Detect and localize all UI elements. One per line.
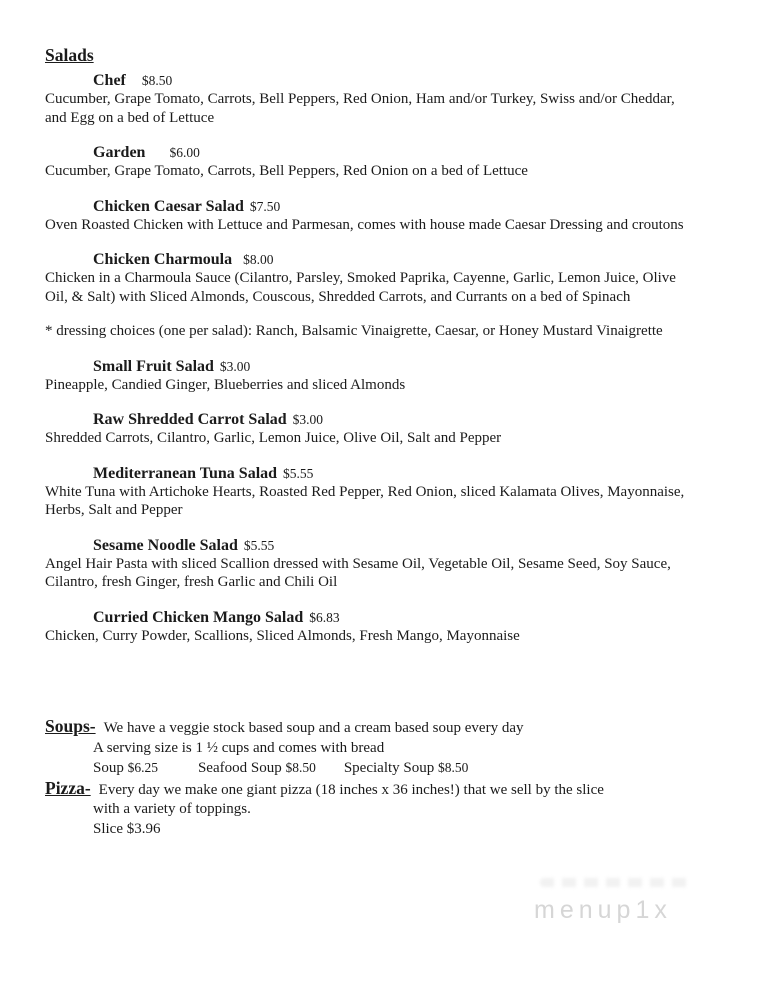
soups-intro-line [45, 717, 723, 739]
dressing-note: * dressing choices (one per salad): Ranch, Balsamic Vinaigrette, Caesar, or Honey Mustard Vinaigrette [45, 323, 663, 339]
item-price: $7.50 [249, 198, 281, 214]
item-name: Chef [93, 72, 126, 89]
item-name: Garden [93, 144, 146, 161]
item-name-line [45, 71, 723, 90]
menu-item-garden [45, 143, 723, 181]
specialty-soup-price [344, 760, 469, 776]
item-desc-line: Cilantro, fresh Ginger, fresh Garlic and Chili Oil [45, 574, 338, 590]
salads-heading: Salads [45, 45, 94, 65]
item-name-line [45, 250, 723, 269]
item-price: $6.83 [309, 609, 340, 625]
item-desc-line: White Tuna with Artichoke Hearts, Roasted Red Pepper, Red Onion, sliced Kalamata Olives, Mayonnaise, [45, 483, 685, 500]
soups-intro: We have a veggie stock based soup and a cream based soup every day [103, 720, 524, 736]
salads-heading-row [45, 46, 723, 71]
pizza-slice-price-line: Slice $3.96 [93, 820, 161, 837]
specialty-soup-label: Specialty Soup [343, 760, 435, 776]
item-desc-line: and Egg on a bed of Lettuce [45, 109, 215, 126]
menu-item-chef [45, 71, 723, 127]
menu-item-chicken-caesar-salad [45, 197, 723, 235]
item-name: Raw Shredded Carrot Salad [93, 411, 287, 428]
item-desc-line: Herbs, Salt and Pepper [45, 502, 183, 518]
pizza-toppings-line: with a variety of toppings. [93, 801, 251, 817]
menu-item-raw-shredded-carrot-salad [45, 410, 723, 448]
menu-item-mediterranean-tuna-salad [45, 464, 723, 520]
item-desc-line: Shredded Carrots, Cilantro, Garlic, Lemon Juice, Olive Oil, Salt and Pepper [45, 430, 502, 446]
item-name-line [45, 536, 723, 555]
item-price: $3.00 [219, 358, 251, 374]
specialty-soup-price-value: $8.50 [438, 760, 469, 775]
item-name-line [45, 608, 723, 627]
menu-item-sesame-noodle-salad [45, 536, 723, 592]
item-desc-line: Oil, & Salt) with Sliced Almonds, Couscous, Shredded Carrots, and Currants on a bed of Spinach [45, 288, 631, 305]
seafood-soup-label: Seafood Soup [197, 760, 282, 776]
item-desc-line: Chicken in a Charmoula Sauce (Cilantro, Parsley, Smoked Paprika, Cayenne, Garlic, Lemon Juice, Olive [45, 270, 676, 286]
item-name: Small Fruit Salad [93, 357, 214, 375]
item-desc-line: Chicken, Curry Powder, Scallions, Sliced Almonds, Fresh Mango, Mayonnaise [45, 627, 520, 644]
item-price: $5.55 [283, 465, 314, 481]
menu-item-small-fruit-salad [45, 357, 723, 395]
menupix-watermark-logo: menup1x [534, 896, 672, 924]
item-price: $8.50 [141, 73, 173, 88]
item-desc-line: Pineapple, Candied Ginger, Blueberries and sliced Almonds [45, 376, 406, 393]
item-desc-line: Oven Roasted Chicken with Lettuce and Parmesan, comes with house made Caesar Dressing and croutons [45, 216, 684, 233]
soup-price [93, 760, 158, 776]
item-price: $5.55 [243, 537, 275, 553]
soup-price-value: $6.25 [127, 760, 158, 775]
item-name-line [45, 143, 723, 162]
seafood-soup-price-value: $8.50 [285, 760, 316, 775]
soups-price-row [45, 758, 723, 779]
item-name-line [45, 410, 723, 429]
item-name-line [45, 464, 723, 483]
item-desc-line: Cucumber, Grape Tomato, Carrots, Bell Peppers, Red Onion on a bed of Lettuce [45, 163, 528, 179]
pizza-intro: Every day we make one giant pizza (18 inches x 36 inches!) that we sell by the slice [98, 781, 604, 798]
item-name: Sesame Noodle Salad [93, 536, 238, 554]
seafood-soup-price [198, 760, 316, 776]
item-name: Chicken Caesar Salad [93, 197, 244, 215]
pizza-heading: Pizza- [45, 777, 91, 798]
item-name: Curried Chicken Mango Salad [93, 608, 304, 626]
item-name-line [45, 197, 723, 216]
menu-item-chicken-charmoula [45, 250, 723, 306]
item-price: $6.00 [169, 145, 200, 160]
item-desc-line: Cucumber, Grape Tomato, Carrots, Bell Peppers, Red Onion, Ham and/or Turkey, Swiss and/or Cheddar, [45, 91, 675, 107]
item-price: $3.00 [292, 412, 324, 427]
watermark-smudge [540, 878, 692, 887]
item-name: Mediterranean Tuna Salad [93, 464, 278, 482]
menu-item-curried-chicken-mango-salad [45, 608, 723, 646]
soups-pizza-block [45, 717, 723, 839]
item-desc-line: Angel Hair Pasta with sliced Scallion dressed with Sesame Oil, Vegetable Oil, Sesame Seed, Soy Sauce, [45, 555, 671, 572]
item-price: $8.00 [243, 252, 274, 267]
soups-heading: Soups- [45, 716, 96, 736]
soups-serving-line: A serving size is 1 ½ cups and comes with bread [93, 739, 385, 756]
pizza-intro-line [45, 779, 723, 801]
soup-label: Soup [93, 760, 124, 776]
item-name: Chicken Charmoula [93, 251, 233, 268]
item-name-line [45, 357, 723, 376]
